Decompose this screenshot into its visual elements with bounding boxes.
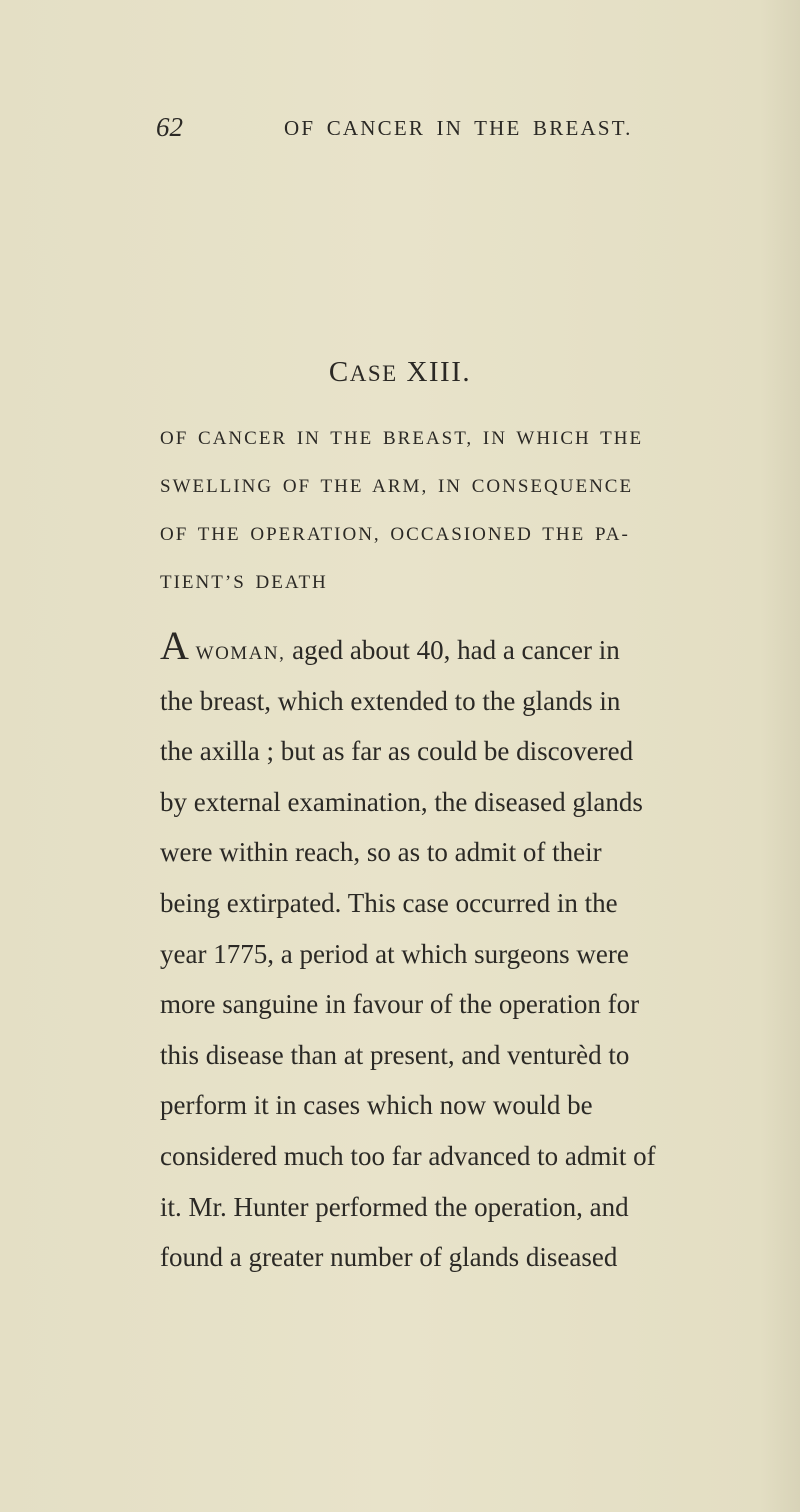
- body-line: more sanguine in favour of the operation for: [160, 989, 640, 1020]
- subtitle-line: SWELLING OF THE ARM, IN CONSEQUENCE: [160, 476, 634, 497]
- body-line: being extirpated. This case occurred in the: [160, 887, 618, 918]
- body-line: this disease than at present, and venturèd to: [160, 1039, 630, 1070]
- first-line-rest: aged about 40, had a cancer in: [285, 635, 620, 665]
- body-line: the axilla ; but as far as could be discovered: [160, 736, 634, 767]
- case-subtitle: [160, 424, 800, 616]
- page-number: 62: [156, 112, 183, 142]
- body-line: were within reach, so as to admit of their: [160, 837, 602, 868]
- subtitle-line: OF CANCER IN THE BREAST, IN WHICH THE: [160, 428, 644, 449]
- body-line: the breast, which extended to the glands in: [160, 685, 621, 716]
- first-word: WOMAN,: [195, 643, 286, 664]
- body-line: found a greater number of glands diseased: [160, 1242, 618, 1273]
- body-line: perform it in cases which now would be: [160, 1090, 593, 1121]
- running-head: [156, 112, 776, 152]
- body-line: by external examination, the diseased glands: [160, 786, 643, 817]
- case-heading: [0, 356, 800, 389]
- body-paragraph: [160, 625, 800, 1283]
- body-line: considered much too far advanced to admit of: [160, 1140, 656, 1171]
- case-heading-numeral: XIII.: [406, 356, 472, 388]
- subtitle-line: TIENT’S DEATH: [160, 572, 328, 593]
- body-line-first: [160, 625, 800, 676]
- drop-cap: A: [160, 623, 189, 668]
- running-title: OF CANCER IN THE BREAST.: [284, 116, 633, 140]
- body-line: year 1775, a period at which surgeons were: [160, 938, 629, 969]
- subtitle-line: OF THE OPERATION, OCCASIONED THE PA-: [160, 524, 630, 545]
- case-heading-initial: C: [328, 356, 350, 388]
- body-line: it. Mr. Hunter performed the operation, and: [160, 1191, 629, 1222]
- case-heading-rest: ASE: [349, 361, 398, 386]
